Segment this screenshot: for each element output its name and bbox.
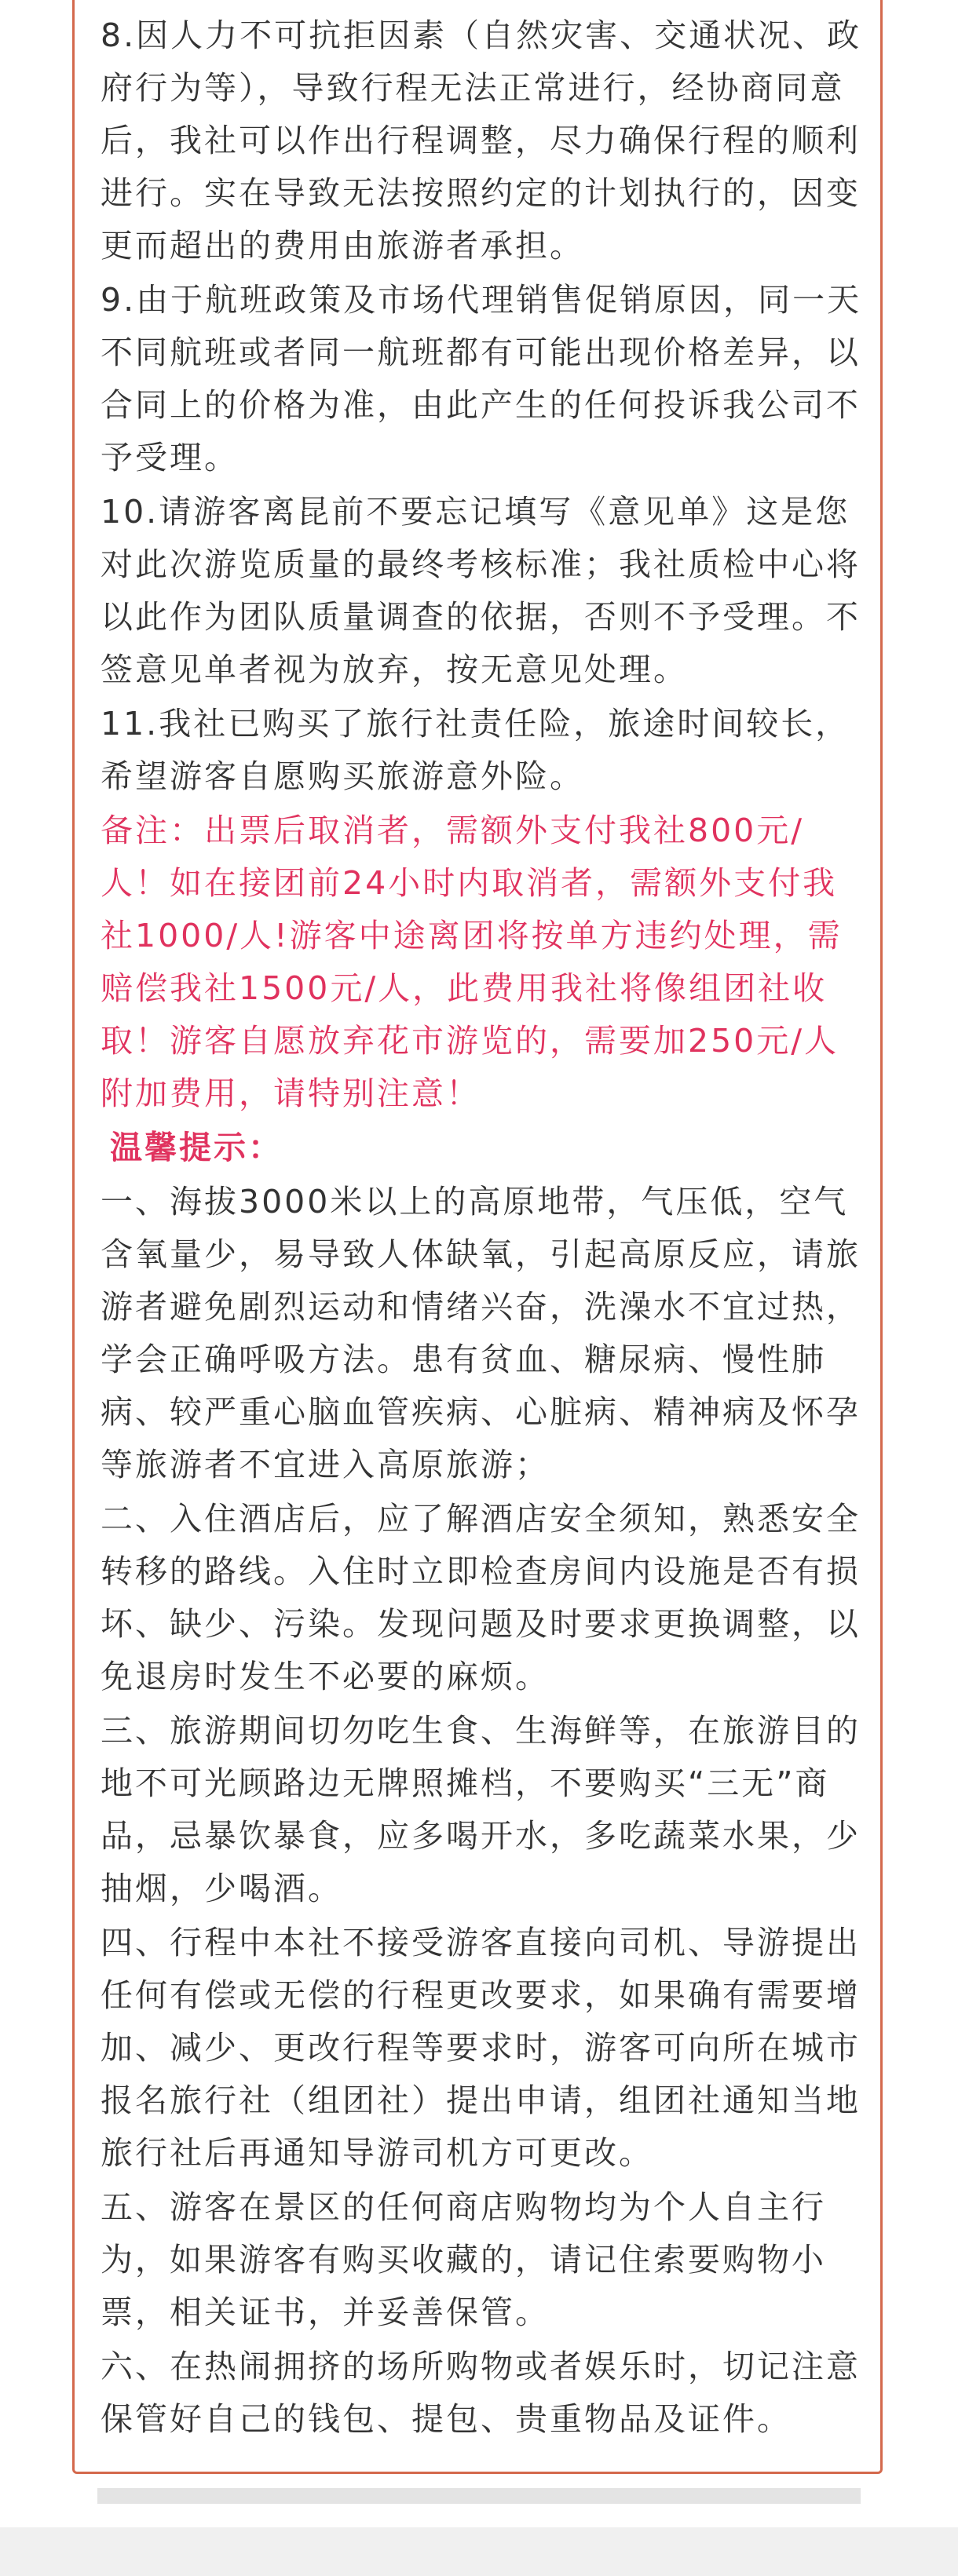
tip-5: 五、游客在景区的任何商店购物均为个人自主行为，如果游客有购买收藏的，请记住索要购物小票，相关证书，并妥善保管。: [101, 2188, 826, 2331]
notice-content: [101, 9, 862, 2447]
clause-8: 8.因人力不可抗拒因素（自然灾害、交通状况、政府行为等），导致行程无法正常进行，经协商同意后，我社可以作出行程调整，尽力确保行程的顺利进行。实在导致无法按照约定的计划执行的，因变更而超出的费用由旅游者承担。: [101, 16, 862, 265]
tip-4: 四、行程中本社不接受游客直接向司机、导游提出任何有偿或无偿的行程更改要求，如果确有需要增加、减少、更改行程等要求时，游客可向所在城市报名旅行社（组团社）提出申请，组团社通知当地旅行社后再通知导游司机方可更改。: [101, 1924, 861, 2172]
tip-6: 六、在热闹拥挤的场所购物或者娱乐时，切记注意保管好自己的钱包、提包、贵重物品及证件。: [101, 2348, 861, 2438]
cancellation-remark: 备注：出票后取消者，需额外支付我社800元/人！如在接团前24小时内取消者，需额外支付我社1000/人!游客中途离团将按单方违约处理，需赔偿我社1500元/人，此费用我社将像组团社收取！游客自愿放弃花市游览的，需要加250元/人附加费用，请特别注意！: [101, 812, 843, 1112]
tip-1: 一、海拔3000米以上的高原地带，气压低，空气含氧量少，易导致人体缺氧，引起高原反应，请旅游者避免剧烈运动和情绪兴奋，洗澡水不宜过热，学会正确呼吸方法。患有贫血、糖尿病、慢性肺病、较严重心脑血管疾病、心脏病、精神病及怀孕等旅游者不宜进入高原旅游；: [101, 1183, 861, 1483]
card-shadow: [97, 2488, 861, 2504]
clause-11: 11.我社已购买了旅行社责任险，旅途时间较长，希望游客自愿购买旅游意外险。: [101, 705, 850, 795]
page-bottom-strip: [0, 2527, 958, 2576]
tips-heading: 温馨提示：: [110, 1129, 283, 1166]
clause-9: 9.由于航班政策及市场代理销售促销原因，同一天不同航班或者同一航班都有可能出现价格差异，以合同上的价格为准，由此产生的任何投诉我公司不予受理。: [101, 281, 862, 476]
tip-3: 三、旅游期间切勿吃生食、生海鲜等，在旅游目的地不可光顾路边无牌照摊档，不要购买“三无”商品，忌暴饮暴食，应多喝开水，多吃蔬菜水果，少抽烟，少喝酒。: [101, 1712, 861, 1907]
tip-2: 二、入住酒店后，应了解酒店安全须知，熟悉安全转移的路线。入住时立即检查房间内设施是否有损坏、缺少、污染。发现问题及时要求更换调整，以免退房时发生不必要的麻烦。: [101, 1500, 861, 1695]
clause-10: 10.请游客离昆前不要忘记填写《意见单》这是您对此次游览质量的最终考核标准；我社质检中心将以此作为团队质量调查的依据，否则不予受理。不签意见单者视为放弃，按无意见处理。: [101, 493, 861, 688]
